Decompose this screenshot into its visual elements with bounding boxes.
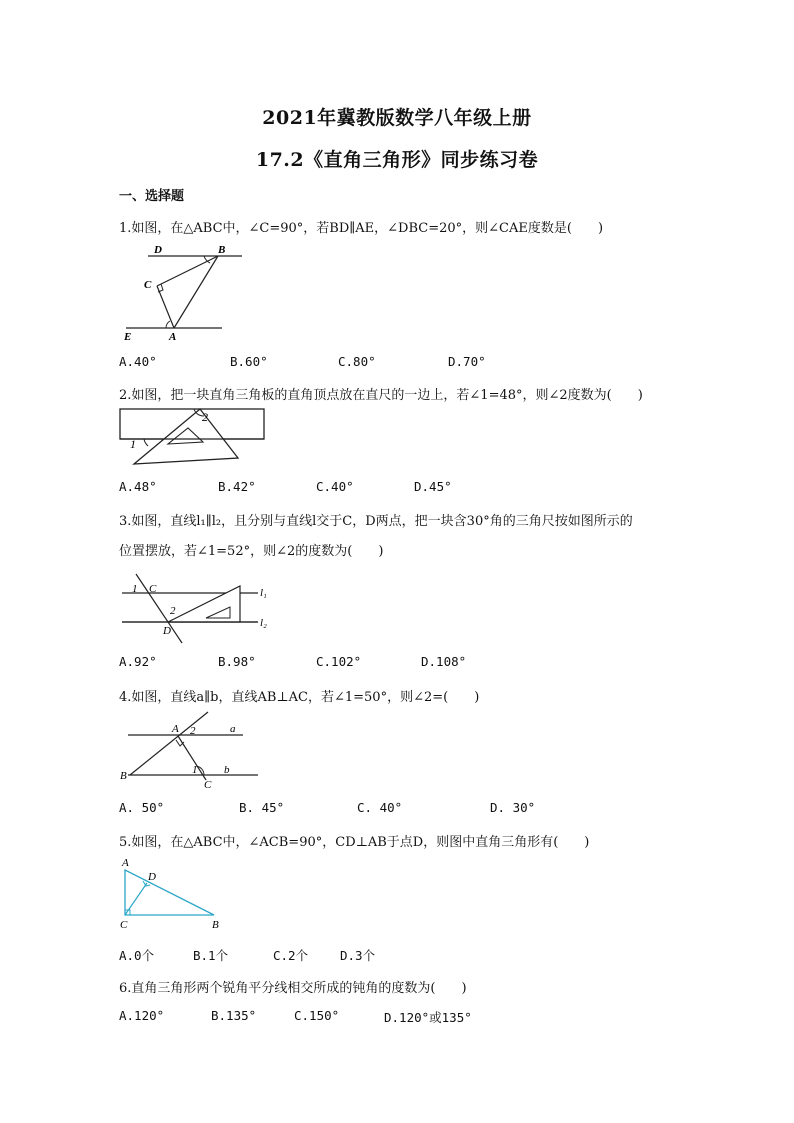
q1-option-c[interactable]: C.80° [338, 354, 376, 369]
question-5-figure [118, 856, 228, 936]
q5-label-D: D [148, 871, 156, 883]
q3-option-d[interactable]: D.108° [421, 654, 467, 669]
q3-label-1: 1 [132, 583, 138, 595]
q5-option-c[interactable]: C.2个 [273, 948, 309, 963]
q3-label-l1: l₁ [260, 587, 267, 599]
question-3-figure [118, 570, 278, 645]
question-2-text: 2.如图，把一块直角三角板的直角顶点放在直尺的一边上，若∠1=48°，则∠2度数为( ) [119, 388, 643, 403]
question-1-figure [118, 240, 253, 345]
q3-option-c[interactable]: C.102° [316, 654, 362, 669]
q2-label-1: 1 [130, 437, 136, 451]
q3-option-a[interactable]: A.92° [119, 654, 157, 669]
q4-label-2: 2 [190, 725, 196, 737]
document-title: 2021年冀教版数学八年级上册 [262, 107, 532, 129]
q4-option-b[interactable]: B. 45° [239, 800, 285, 815]
q5-option-a[interactable]: A.0个 [119, 948, 155, 963]
q2-option-b[interactable]: B.42° [218, 479, 256, 494]
q4-option-d[interactable]: D. 30° [490, 800, 536, 815]
q6-option-b[interactable]: B.135° [211, 1008, 257, 1023]
q1-option-b[interactable]: B.60° [230, 354, 268, 369]
q5-option-d[interactable]: D.3个 [340, 948, 376, 963]
q4-label-A: A [172, 723, 179, 735]
section-heading: 一、选择题 [119, 189, 185, 204]
document-subtitle: 17.2《直角三角形》同步练习卷 [255, 149, 539, 171]
q4-label-b: b [224, 764, 230, 776]
q5-label-B: B [212, 919, 219, 931]
q2-option-d[interactable]: D.45° [414, 479, 452, 494]
q1-label-C: C [144, 279, 152, 291]
q2-option-a[interactable]: A.48° [119, 479, 157, 494]
q3-label-D: D [163, 625, 171, 637]
q1-label-D: D [154, 244, 162, 256]
q1-option-a[interactable]: A.40° [119, 354, 157, 369]
q2-label-2: 2 [202, 410, 208, 424]
q4-label-B: B [120, 770, 127, 782]
question-3-text-line1: 3.如图，直线l₁∥l₂，且分别与直线l交于C，D两点，把一块含30°角的三角尺按如图所示的 [119, 514, 633, 529]
q2-option-c[interactable]: C.40° [316, 479, 354, 494]
q1-option-d[interactable]: D.70° [448, 354, 486, 369]
question-4-text: 4.如图，直线a∥b，直线AB⊥AC，若∠1=50°，则∠2=( ) [119, 690, 480, 705]
q4-option-c[interactable]: C. 40° [357, 800, 403, 815]
question-4-figure [118, 708, 268, 793]
q4-option-a[interactable]: A. 50° [119, 800, 165, 815]
q6-option-a[interactable]: A.120° [119, 1008, 165, 1023]
q4-label-a: a [230, 723, 236, 735]
q6-option-c[interactable]: C.150° [294, 1008, 340, 1023]
q5-label-C: C [120, 919, 128, 931]
q6-option-d[interactable]: D.120°或135° [384, 1010, 472, 1025]
question-2-figure [118, 406, 268, 470]
q4-label-1: 1 [192, 764, 198, 776]
q3-label-l2: l₂ [260, 617, 267, 629]
q1-label-B: B [218, 244, 226, 256]
q3-label-2: 2 [170, 605, 176, 617]
q4-label-C: C [204, 779, 212, 791]
question-1-text: 1.如图，在△ABC中，∠C=90°，若BD∥AE，∠DBC=20°，则∠CAE度数是( ) [119, 221, 604, 236]
question-6-text: 6.直角三角形两个锐角平分线相交所成的钝角的度数为( ) [119, 981, 467, 996]
question-5-text: 5.如图，在△ABC中，∠ACB=90°，CD⊥AB于点D，则图中直角三角形有( ) [119, 835, 590, 850]
q1-label-E: E [124, 331, 132, 343]
q5-option-b[interactable]: B.1个 [193, 948, 229, 963]
q5-label-A: A [122, 857, 129, 869]
q3-option-b[interactable]: B.98° [218, 654, 256, 669]
question-3-text-line2: 位置摆放，若∠1=52°，则∠2的度数为( ) [119, 544, 384, 559]
q3-label-C: C [149, 583, 157, 595]
q1-label-A: A [169, 331, 177, 343]
